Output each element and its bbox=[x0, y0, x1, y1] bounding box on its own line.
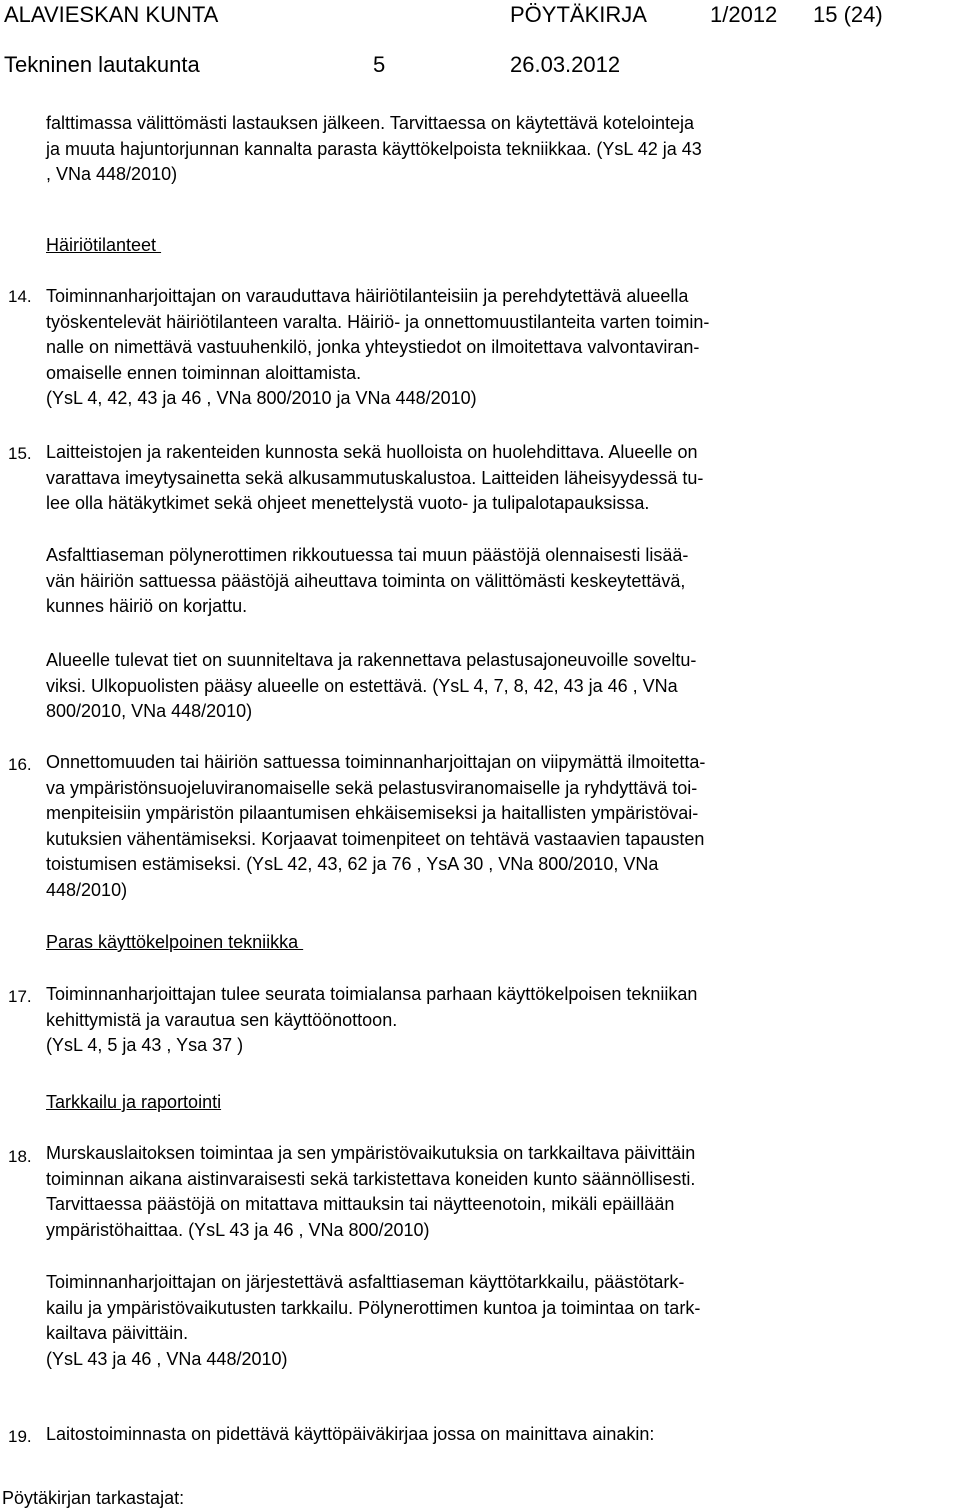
text-line: kehittymistä ja varautua sen käyttöönottoon. bbox=[46, 1009, 398, 1030]
item-text-16 bbox=[46, 750, 836, 904]
text-line: ympäristöhaittaa. (YsL 43 ja 46 , VNa 800/2010) bbox=[46, 1219, 430, 1240]
section-heading-hairiotilanteet: Häiriötilanteet bbox=[46, 235, 162, 255]
header-page: 15 (24) bbox=[813, 2, 883, 27]
item-text-15c bbox=[46, 648, 836, 725]
item-text-14 bbox=[46, 284, 836, 412]
header-board: Tekninen lautakunta bbox=[4, 52, 200, 77]
item-number-16: 16. bbox=[8, 755, 32, 774]
text-line: kailu ja ympäristövaikutusten tarkkailu. Pölynerottimen kuntoa ja toimintaa on tark- bbox=[46, 1297, 701, 1318]
text-line: kailtava päivittäin. bbox=[46, 1323, 189, 1344]
text-line: viksi. Ulkopuolisten pääsy alueelle on estettävä. (YsL 4, 7, 8, 42, 43 ja 46 , VNa bbox=[46, 675, 678, 696]
intro-paragraph bbox=[46, 111, 836, 188]
text-line: Toiminnanharjoittajan on järjestettävä asfalttiaseman käyttötarkkailu, päästötark- bbox=[46, 1272, 685, 1292]
item-text-15b bbox=[46, 543, 836, 620]
item-text-17 bbox=[46, 982, 836, 1059]
section-heading-tarkkailu: Tarkkailu ja raportointi bbox=[46, 1092, 222, 1112]
header-org: ALAVIESKAN KUNTA bbox=[4, 2, 219, 27]
text-line: , VNa 448/2010) bbox=[46, 164, 178, 185]
text-line: Tarvittaessa päästöjä on mitattava mittauksin tai näytteenotoin, mikäli epäillään bbox=[46, 1194, 675, 1215]
item-text-18b bbox=[46, 1270, 836, 1372]
footer-inspectors-label: Pöytäkirjan tarkastajat: bbox=[2, 1488, 185, 1508]
text-line: (YsL 4, 5 ja 43 , Ysa 37 ) bbox=[46, 1035, 244, 1056]
item-number-15: 15. bbox=[8, 444, 32, 463]
section-heading-paras-tekniikka: Paras käyttökelpoinen tekniikka bbox=[46, 932, 304, 952]
header-doc-number: 1/2012 bbox=[710, 2, 778, 27]
header-section: 5 bbox=[373, 52, 386, 77]
item-text-18a bbox=[46, 1141, 836, 1243]
text-line: Toiminnanharjoittajan tulee seurata toimialansa parhaan käyttökelpoisen tekniikan bbox=[46, 984, 698, 1004]
text-line: Onnettomuuden tai häiriön sattuessa toiminnanharjoittajan on viipymättä ilmoitetta- bbox=[46, 752, 706, 772]
text-line: (YsL 4, 42, 43 ja 46 , VNa 800/2010 ja VNa 448/2010) bbox=[46, 388, 477, 409]
text-line: 800/2010, VNa 448/2010) bbox=[46, 701, 253, 722]
text-line: falttimassa välittömästi lastauksen jälkeen. Tarvittaessa on käytettävä kotelointeja bbox=[46, 113, 694, 133]
text-line: Murskauslaitoksen toimintaa ja sen ympäristövaikutuksia on tarkkailtava päivittäin bbox=[46, 1143, 696, 1163]
item-text-15a bbox=[46, 440, 836, 517]
text-line: omaiselle ennen toiminnan aloittamista. bbox=[46, 362, 362, 383]
text-line: Laitteistojen ja rakenteiden kunnosta sekä huolloista on huolehdittava. Alueelle on bbox=[46, 442, 698, 462]
text-line: toistumisen estämiseksi. (YsL 42, 43, 62 ja 76 , YsA 30 , VNa 800/2010, VNa bbox=[46, 854, 659, 875]
text-line: vän häiriön sattuessa päästöjä aiheuttava toiminta on välittömästi keskeytettävä, bbox=[46, 570, 686, 591]
text-line: Toiminnanharjoittajan on varauduttava häiriötilanteisiin ja perehdytettävä alueella bbox=[46, 286, 689, 306]
text-line: kunnes häiriö on korjattu. bbox=[46, 596, 248, 617]
text-line: menpiteisiin ympäristön pilaantumisen ehkäisemiseksi ja haitallisten ympäristövai- bbox=[46, 803, 699, 824]
text-line: Laitostoiminnasta on pidettävä käyttöpäiväkirjaa jossa on mainittava ainakin: bbox=[46, 1424, 655, 1444]
text-line: kutuksien vähentämiseksi. Korjaavat toimenpiteet on tehtävä vastaavien tapausten bbox=[46, 828, 705, 849]
text-line: va ympäristönsuojeluviranomaiselle sekä pelastusviranomaiselle ja ryhdyttävä toi- bbox=[46, 777, 698, 798]
text-line: 448/2010) bbox=[46, 879, 128, 900]
text-line: työskentelevät häiriötilanteen varalta. Häiriö- ja onnettomuustilanteita varten toimin- bbox=[46, 311, 710, 332]
text-line: varattava imeytysainetta sekä alkusammutuskalustoa. Laitteiden läheisyydessä tu- bbox=[46, 467, 704, 488]
header-date: 26.03.2012 bbox=[510, 52, 621, 77]
item-number-18: 18. bbox=[8, 1147, 32, 1166]
text-line: toiminnan aikana aistinvaraisesti sekä tarkistettava koneiden kunto säännöllisesti. bbox=[46, 1168, 696, 1189]
item-number-19: 19. bbox=[8, 1427, 32, 1446]
text-line: lee olla hätäkytkimet sekä ohjeet menettelystä vuoto- ja tulipalotapauksissa. bbox=[46, 493, 650, 514]
text-line: ja muuta hajuntorjunnan kannalta parasta käyttökelpoista tekniikkaa. (YsL 42 ja 43 bbox=[46, 138, 702, 159]
item-number-14: 14. bbox=[8, 287, 32, 306]
text-line: Alueelle tulevat tiet on suunniteltava ja rakennettava pelastusajoneuvoille soveltu- bbox=[46, 650, 697, 670]
text-line: (YsL 43 ja 46 , VNa 448/2010) bbox=[46, 1348, 288, 1369]
header-doc-type: PÖYTÄKIRJA bbox=[510, 2, 647, 27]
item-text-19 bbox=[46, 1422, 836, 1448]
text-line: nalle on nimettävä vastuuhenkilö, jonka yhteystiedot on ilmoitettava valvontaviran- bbox=[46, 337, 700, 358]
text-line: Asfalttiaseman pölynerottimen rikkoutuessa tai muun päästöjä olennaisesti lisää- bbox=[46, 545, 689, 565]
item-number-17: 17. bbox=[8, 987, 32, 1006]
